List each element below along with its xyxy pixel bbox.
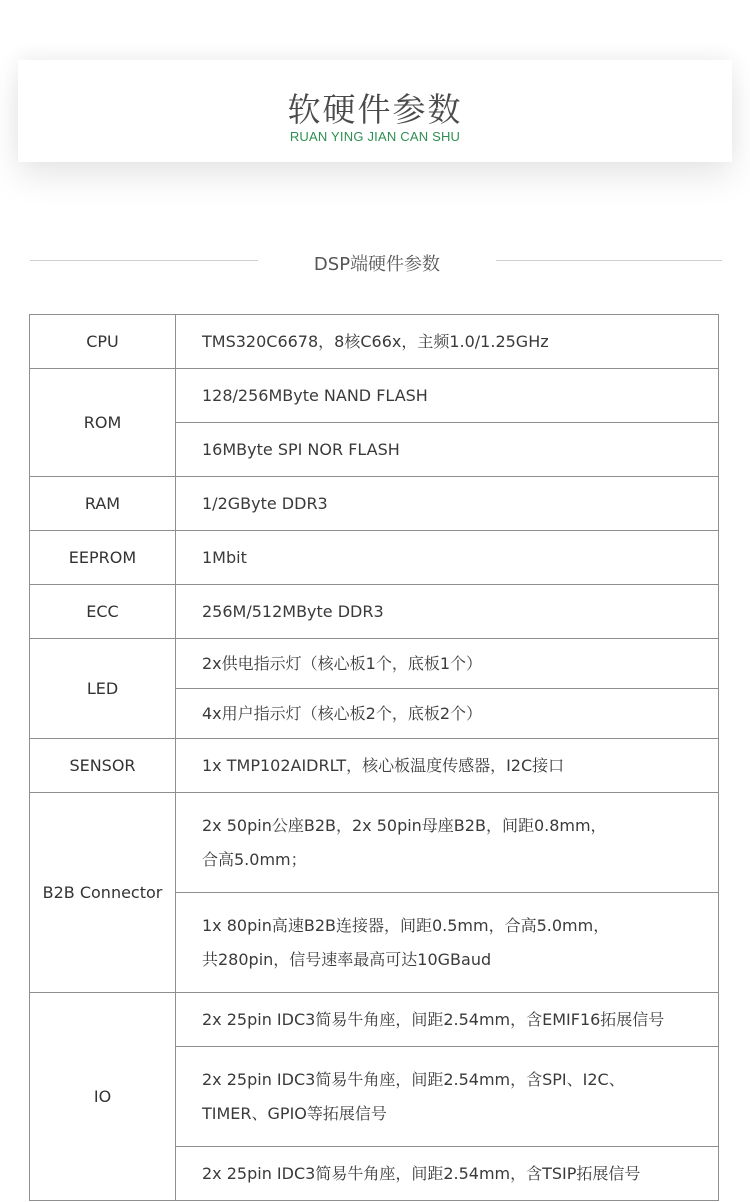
spec-label-led: LED bbox=[30, 639, 176, 739]
table-row-ram bbox=[30, 477, 719, 531]
spec-value-eeprom: 1Mbit bbox=[176, 531, 719, 585]
header-banner bbox=[18, 60, 732, 162]
table-row-rom bbox=[30, 369, 719, 423]
spec-value-line: 合高5.0mm； bbox=[202, 849, 307, 869]
spec-label-io: IO bbox=[30, 993, 176, 1201]
spec-label-eeprom: EEPROM bbox=[30, 531, 176, 585]
spec-value-ram: 1/2GByte DDR3 bbox=[176, 477, 719, 531]
section-title: DSP端硬件参数 bbox=[313, 254, 441, 275]
table-row-cpu bbox=[30, 315, 719, 369]
spec-label-cpu: CPU bbox=[30, 315, 176, 369]
spec-value-io-1: 2x 25pin IDC3简易牛角座，间距2.54mm，含EMIF16拓展信号 bbox=[176, 993, 719, 1047]
table-row-sensor bbox=[30, 739, 719, 793]
spec-value-line: 2x 25pin IDC3简易牛角座，间距2.54mm，含SPI、I2C、 bbox=[202, 1069, 625, 1089]
table-row-b2b bbox=[30, 793, 719, 893]
spec-value-cpu: TMS320C6678，8核C66x，主频1.0/1.25GHz bbox=[176, 315, 719, 369]
spec-value-rom-1: 128/256MByte NAND FLASH bbox=[176, 369, 719, 423]
spec-value-io-3: 2x 25pin IDC3简易牛角座，间距2.54mm，含TSIP拓展信号 bbox=[176, 1147, 719, 1201]
spec-table bbox=[29, 314, 719, 1201]
table-row-ecc bbox=[30, 585, 719, 639]
spec-label-ram: RAM bbox=[30, 477, 176, 531]
table-row-led bbox=[30, 639, 719, 689]
spec-label-sensor: SENSOR bbox=[30, 739, 176, 793]
spec-value-b2b-2 bbox=[176, 893, 719, 993]
spec-value-line: 2x 50pin公座B2B，2x 50pin母座B2B，间距0.8mm， bbox=[202, 815, 607, 835]
table-row-eeprom bbox=[30, 531, 719, 585]
spec-value-line: TIMER、GPIO等拓展信号 bbox=[202, 1103, 387, 1123]
spec-value-sensor: 1x TMP102AIDRLT，核心板温度传感器，I2C接口 bbox=[176, 739, 719, 793]
section-divider-right bbox=[496, 260, 722, 261]
page-subtitle: RUAN YING JIAN CAN SHU bbox=[289, 129, 461, 144]
section-divider-left bbox=[30, 260, 258, 261]
spec-value-line: 共280pin，信号速率最高可达10GBaud bbox=[202, 949, 492, 969]
spec-value-ecc: 256M/512MByte DDR3 bbox=[176, 585, 719, 639]
spec-label-ecc: ECC bbox=[30, 585, 176, 639]
spec-label-b2b: B2B Connector bbox=[30, 793, 176, 993]
spec-label-rom: ROM bbox=[30, 369, 176, 477]
spec-value-io-2 bbox=[176, 1047, 719, 1147]
page-title: 软硬件参数 bbox=[287, 90, 463, 129]
spec-value-led-2: 4x用户指示灯（核心板2个，底板2个） bbox=[176, 689, 719, 739]
spec-value-b2b-1 bbox=[176, 793, 719, 893]
spec-value-line: 1x 80pin高速B2B连接器，间距0.5mm，合高5.0mm， bbox=[202, 915, 610, 935]
spec-value-led-1: 2x供电指示灯（核心板1个，底板1个） bbox=[176, 639, 719, 689]
spec-value-rom-2: 16MByte SPI NOR FLASH bbox=[176, 423, 719, 477]
table-row-io bbox=[30, 993, 719, 1047]
